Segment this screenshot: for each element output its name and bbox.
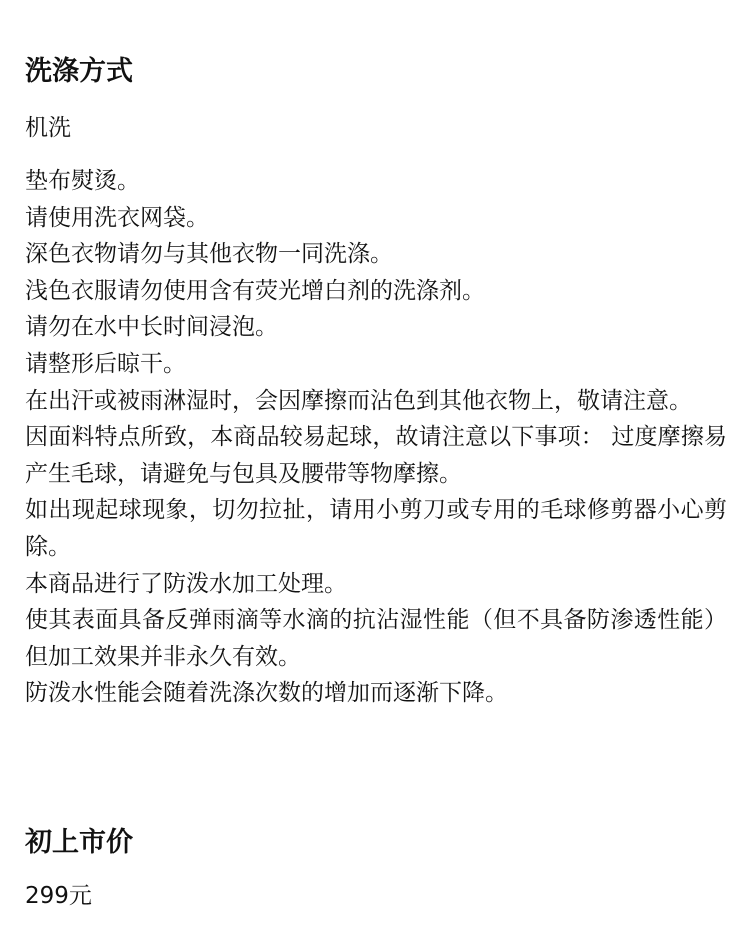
washing-note: 垫布熨烫。 (25, 168, 140, 194)
washing-note: 请勿在水中长时间浸泡。 (25, 314, 278, 341)
washing-note: 本商品进行了防泼水加工处理。 (25, 570, 347, 597)
washing-note: 深色衣物请勿与其他衣物一同洗涤。 (25, 241, 393, 268)
washing-note: 防泼水性能会随着洗涤次数的增加而逐渐下降。 (25, 680, 508, 707)
washing-note: 使其表面具备反弹雨滴等水滴的抗沾湿性能（但不具备防渗透性能）但加工效果并非永久有效。 (25, 607, 727, 670)
price-section-title: 初上市价 (25, 827, 133, 858)
washing-method: 机洗 (25, 115, 71, 141)
washing-note: 请使用洗衣网袋。 (25, 204, 209, 231)
washing-note: 在出汗或被雨淋湿时，会因摩擦而沾色到其他衣物上，敬请注意。 (25, 387, 692, 414)
washing-notes-list (25, 163, 727, 712)
washing-note: 浅色衣服请勿使用含有荧光增白剂的洗涤剂。 (25, 277, 485, 304)
washing-note: 请整形后晾干。 (25, 350, 186, 377)
washing-note: 因面料特点所致，本商品较易起球，故请注意以下事项： 过度摩擦易产生毛球，请避免与包具及腰带等物摩擦。 (25, 424, 727, 487)
washing-note: 如出现起球现象，切勿拉扯，请用小剪刀或专用的毛球修剪器小心剪除。 (25, 497, 727, 560)
launch-price-value: 299元 (25, 883, 92, 909)
washing-section-title: 洗涤方式 (25, 56, 133, 87)
